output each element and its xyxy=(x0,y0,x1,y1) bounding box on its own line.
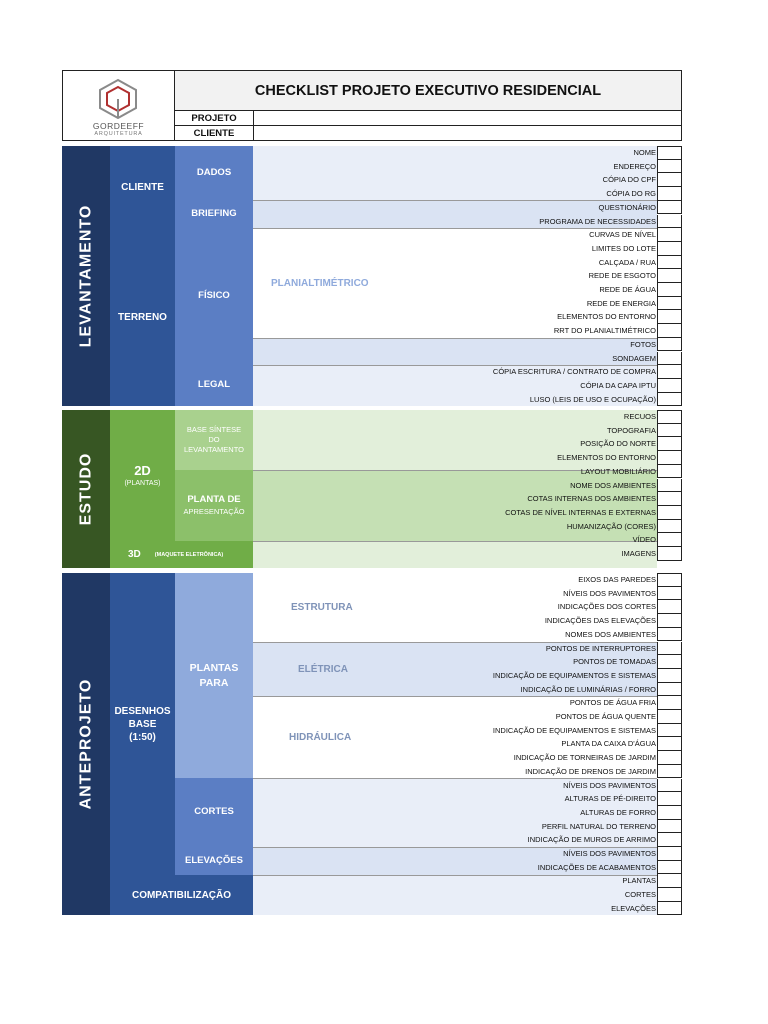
checklist-checkbox[interactable] xyxy=(657,451,682,465)
checklist-item-label: COTAS INTERNAS DOS AMBIENTES xyxy=(527,494,656,504)
projeto-field[interactable] xyxy=(253,111,682,126)
checklist-checkbox[interactable] xyxy=(657,242,682,256)
checklist-item-label: PONTOS DE ÁGUA QUENTE xyxy=(555,712,656,721)
category-3d-label: 3D xyxy=(128,549,141,560)
checklist-checkbox[interactable] xyxy=(657,696,682,710)
checklist-checkbox[interactable] xyxy=(657,533,682,547)
checklist-item-label: VÍDEO xyxy=(632,535,656,545)
checklist-item-label: REDE DE ESGOTO xyxy=(588,271,656,281)
checklist-item-label: HUMANIZAÇÃO (CORES) xyxy=(566,521,656,531)
checklist-item-label: PONTOS DE INTERRUPTORES xyxy=(545,643,656,653)
checklist-checkbox[interactable] xyxy=(657,310,682,324)
checklist-item-label: ELEVAÇÕES xyxy=(611,903,656,913)
category-terreno: TERRENO xyxy=(110,228,175,406)
checklist-checkbox[interactable] xyxy=(657,160,682,174)
checklist-item-label: NOME xyxy=(633,148,656,157)
checklist-checkbox[interactable] xyxy=(657,492,682,506)
checklist-checkbox[interactable] xyxy=(657,365,682,379)
checklist-checkbox[interactable] xyxy=(657,614,682,628)
checklist-checkbox[interactable] xyxy=(657,201,682,215)
checklist-item-label: ALTURAS DE FORRO xyxy=(580,807,656,817)
category-2d-sub: (PLANTAS) xyxy=(124,480,161,488)
sub-legal: LEGAL xyxy=(175,365,253,406)
checklist-item-label: LAYOUT MOBILIÁRIO xyxy=(580,466,656,476)
checklist-item-label: REDE DE ÁGUA xyxy=(599,285,656,294)
checklist-item-label: PLANTAS xyxy=(622,876,656,886)
checklist-item-label: LIMITES DO LOTE xyxy=(591,243,656,253)
checklist-item-label: INDICAÇÃO DE MUROS DE ARRIMO xyxy=(527,835,656,845)
checklist-item-label: PONTOS DE ÁGUA FRIA xyxy=(569,698,656,708)
logo-subtitle: ARQUITETURA xyxy=(94,131,143,137)
checklist-item-label: CURVAS DE NÍVEL xyxy=(589,230,656,240)
checklist-item-label: CORTES xyxy=(624,890,656,900)
checklist-item-label: FOTOS xyxy=(630,339,656,349)
checklist-item-label: LUSO (LEIS DE USO E OCUPAÇÃO) xyxy=(529,394,656,404)
checklist-checkbox[interactable] xyxy=(657,506,682,520)
checklist-checkbox[interactable] xyxy=(657,902,682,916)
checklist-checkbox[interactable] xyxy=(657,683,682,697)
sub-planta-apresentacao-line2: APRESENTAÇÃO xyxy=(183,506,245,516)
checklist-checkbox[interactable] xyxy=(657,792,682,806)
category-compatibilizacao: COMPATIBILIZAÇÃO xyxy=(110,875,253,915)
checklist-checkbox[interactable] xyxy=(657,628,682,642)
category-cliente: CLIENTE xyxy=(110,146,175,228)
page-title: CHECKLIST PROJETO EXECUTIVO RESIDENCIAL xyxy=(174,70,682,111)
checklist-checkbox[interactable] xyxy=(657,765,682,779)
category-3d-sub: (MAQUETE ELETRÔNICA) xyxy=(154,551,224,558)
checklist-checkbox[interactable] xyxy=(657,410,682,424)
checklist-checkbox[interactable] xyxy=(657,269,682,283)
checklist-checkbox[interactable] xyxy=(657,642,682,656)
checklist-item-label: NOME DOS AMBIENTES xyxy=(570,480,656,490)
checklist-item-label: INDICAÇÃO DE EQUIPAMENTOS E SISTEMAS xyxy=(492,670,656,680)
sub-cortes: CORTES xyxy=(175,778,253,847)
projeto-label: PROJETO xyxy=(174,111,254,126)
checklist-item-label: TOPOGRAFIA xyxy=(606,425,656,435)
checklist-checkbox[interactable] xyxy=(657,379,682,393)
section-estudo xyxy=(62,410,110,568)
checklist-checkbox[interactable] xyxy=(657,710,682,724)
checklist-checkbox[interactable] xyxy=(657,187,682,201)
checklist-item-label: CÓPIA DA CAPA IPTU xyxy=(580,380,656,390)
checklist-checkbox[interactable] xyxy=(657,847,682,861)
section-estudo-label: ESTUDO xyxy=(77,452,95,526)
checklist-checkbox[interactable] xyxy=(657,874,682,888)
sub-fisico: FÍSICO xyxy=(175,228,253,365)
checklist-item-label: PROGRAMA DE NECESSIDADES xyxy=(539,216,656,226)
checklist-checkbox[interactable] xyxy=(657,724,682,738)
cliente-label: CLIENTE xyxy=(174,126,254,141)
checklist-item-label: NÍVEIS DOS PAVIMENTOS xyxy=(563,780,656,790)
checklist-checkbox[interactable] xyxy=(657,215,682,229)
checklist-checkbox[interactable] xyxy=(657,437,682,451)
cliente-field[interactable] xyxy=(253,126,682,141)
checklist-item-label: RRT DO PLANIALTIMÉTRICO xyxy=(553,326,656,336)
checklist-item-label: NÍVEIS DOS PAVIMENTOS xyxy=(563,588,656,598)
checklist-checkbox[interactable] xyxy=(657,737,682,751)
checklist-checkbox[interactable] xyxy=(657,283,682,297)
sub-briefing: BRIEFING xyxy=(175,200,253,228)
checklist-checkbox[interactable] xyxy=(657,861,682,875)
checklist-checkbox[interactable] xyxy=(657,465,682,479)
checklist-item-label: INDICAÇÃO DE LUMINÁRIAS / FORRO xyxy=(520,684,656,694)
checklist-item-label: NÍVEIS DOS PAVIMENTOS xyxy=(563,849,656,858)
group-planialtimetrico: PLANIALTIMÉTRICO xyxy=(271,277,369,289)
checklist-checkbox[interactable] xyxy=(657,669,682,683)
category-desenhos-base: DESENHOS BASE (1:50) xyxy=(110,573,175,875)
checklist-checkbox[interactable] xyxy=(657,751,682,765)
checklist-item-label: INDICAÇÃO DE TORNEIRAS DE JARDIM xyxy=(513,753,656,763)
section-levantamento xyxy=(62,146,110,406)
checklist-item-label: NOMES DOS AMBIENTES xyxy=(565,629,656,639)
group-eletrica: ELÉTRICA xyxy=(298,663,348,675)
checklist-checkbox[interactable] xyxy=(657,779,682,793)
checklist-checkbox[interactable] xyxy=(657,256,682,270)
checklist-checkbox[interactable] xyxy=(657,520,682,534)
category-3d xyxy=(110,541,253,568)
checklist-item-label: CÓPIA DO RG xyxy=(606,189,656,199)
checklist-checkbox[interactable] xyxy=(657,146,682,160)
checklist-item-label: CÓPIA ESCRITURA / CONTRATO DE COMPRA xyxy=(492,367,656,377)
checklist-item-label: ALTURAS DE PÉ-DIREITO xyxy=(564,794,656,804)
checklist-item-label: COTAS DE NÍVEL INTERNAS E EXTERNAS xyxy=(505,507,656,517)
checklist-checkbox[interactable] xyxy=(657,324,682,338)
checklist-item-label: ENDEREÇO xyxy=(613,161,656,171)
checklist-checkbox[interactable] xyxy=(657,424,682,438)
section-anteprojeto xyxy=(62,573,110,915)
checklist-item-label: REDE DE ENERGIA xyxy=(586,298,656,308)
logo-name: GORDEEFF xyxy=(92,121,145,131)
checklist-item-label: EIXOS DAS PAREDES xyxy=(578,575,656,584)
checklist-item-label: ELEMENTOS DO ENTORNO xyxy=(557,312,656,322)
checklist-item-label: POSIÇÃO DO NORTE xyxy=(580,439,656,449)
checklist-checkbox[interactable] xyxy=(657,655,682,669)
checklist-checkbox[interactable] xyxy=(657,338,682,352)
checklist-checkbox[interactable] xyxy=(657,573,682,587)
section-anteprojeto-label: ANTEPROJETO xyxy=(77,678,95,810)
logo-box xyxy=(62,70,175,141)
checklist-checkbox[interactable] xyxy=(657,888,682,902)
checklist-checkbox[interactable] xyxy=(657,547,682,561)
sub-base-sintese: BASE SÍNTESE DO LEVANTAMENTO xyxy=(175,410,253,470)
sub-planta-apresentacao-line1: PLANTA DE xyxy=(187,494,241,506)
checklist-item-label: CÓPIA DO CPF xyxy=(602,175,656,185)
checklist-item-label: RECUOS xyxy=(623,412,656,421)
category-2d-label: 2D xyxy=(134,462,151,478)
checklist-item-label: CALÇADA / RUA xyxy=(598,257,656,267)
checklist-item-label: QUESTIONÁRIO xyxy=(598,202,656,212)
checklist-checkbox[interactable] xyxy=(657,820,682,834)
checklist-item-label: PONTOS DE TOMADAS xyxy=(573,657,656,667)
checklist-item-label: INDICAÇÃO DE EQUIPAMENTOS E SISTEMAS xyxy=(492,725,656,735)
checklist-checkbox[interactable] xyxy=(657,393,682,407)
sub-elevacoes: ELEVAÇÕES xyxy=(175,847,253,875)
checklist-checkbox[interactable] xyxy=(657,479,682,493)
checklist-checkbox[interactable] xyxy=(657,173,682,187)
checklist-item-label: INDICAÇÕES DE ACABAMENTOS xyxy=(537,862,656,872)
section-levantamento-label: LEVANTAMENTO xyxy=(77,204,95,348)
checklist-checkbox[interactable] xyxy=(657,587,682,601)
category-2d xyxy=(110,410,175,541)
sub-plantas-para: PLANTAS PARA xyxy=(175,573,253,778)
checklist-item-label: PERFIL NATURAL DO TERRENO xyxy=(541,821,656,831)
checklist-item-label: PLANTA DA CAIXA D'ÁGUA xyxy=(561,739,656,749)
checklist-item-label: INDICAÇÃO DE DRENOS DE JARDIM xyxy=(525,766,656,776)
checklist-item-label: INDICAÇÕES DAS ELEVAÇÕES xyxy=(544,616,656,626)
group-estrutura: ESTRUTURA xyxy=(291,602,353,613)
checklist-item-label: SONDAGEM xyxy=(612,353,656,363)
logo-icon xyxy=(95,77,141,119)
checklist-item-label: IMAGENS xyxy=(621,549,656,558)
checklist-checkbox[interactable] xyxy=(657,833,682,847)
checklist-checkbox[interactable] xyxy=(657,806,682,820)
checklist-item-label: ELEMENTOS DO ENTORNO xyxy=(557,453,656,463)
sub-dados: DADOS xyxy=(175,146,253,200)
checklist-item-label: INDICAÇÕES DOS CORTES xyxy=(557,602,656,612)
checklist-checkbox[interactable] xyxy=(657,297,682,311)
checklist-checkbox[interactable] xyxy=(657,228,682,242)
checklist-checkbox[interactable] xyxy=(657,600,682,614)
group-hidraulica: HIDRÁULICA xyxy=(289,731,352,743)
sub-planta-apresentacao xyxy=(175,470,253,541)
checklist-checkbox[interactable] xyxy=(657,352,682,366)
